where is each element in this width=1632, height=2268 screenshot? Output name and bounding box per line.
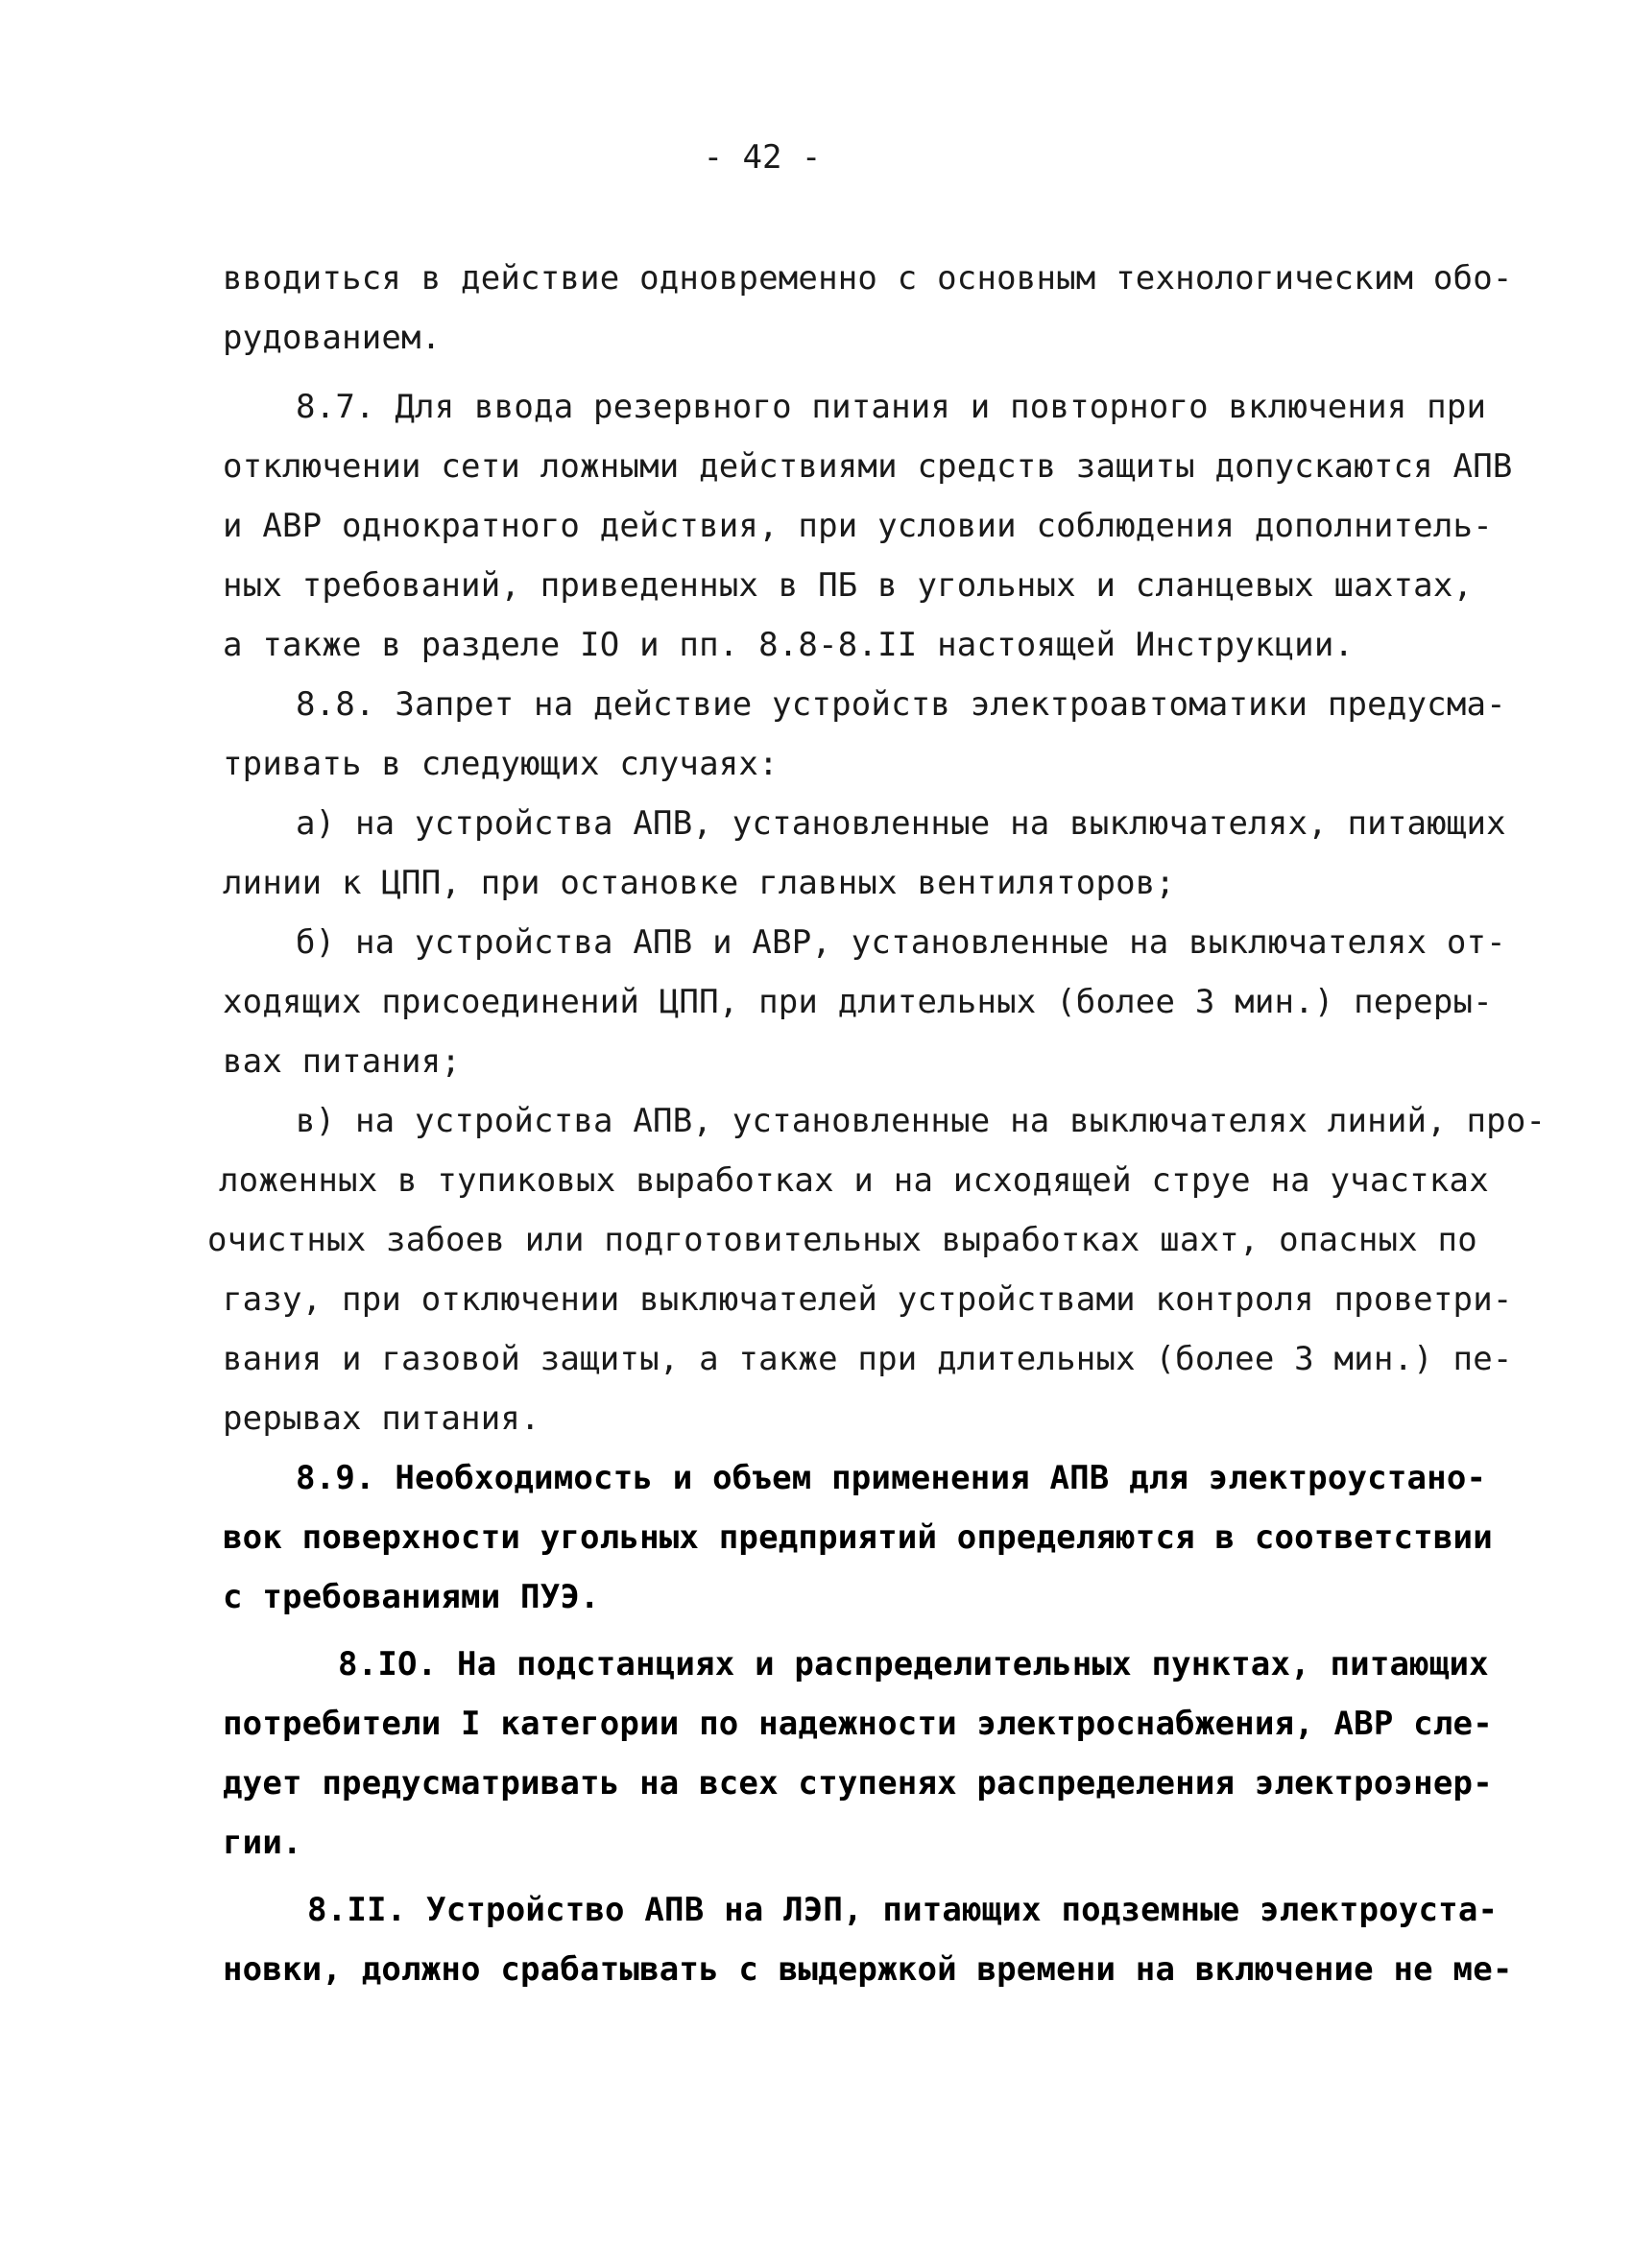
text-line: вания и газовой защиты, а также при длительных (более 3 мин.) пе- xyxy=(223,1340,1513,1378)
text-line: рерывах питания. xyxy=(223,1399,540,1438)
item-b-start: б) на устройства АПВ и АВР, установленные на выключателях от- xyxy=(296,923,1506,962)
text-line: и АВР однократного действия, при условии соблюдения дополнитель- xyxy=(223,507,1493,545)
text-line: дует предусматривать на всех ступенях распределения электроэнер- xyxy=(223,1764,1493,1802)
text-line: ложенных в тупиковых выработках и на исходящей струе на участках xyxy=(219,1161,1489,1200)
text-line: вводиться в действие одновременно с основным технологическим обо- xyxy=(223,259,1513,298)
text-line: очистных забоев или подготовительных выработках шахт, опасных по xyxy=(207,1221,1477,1259)
text-line: ходящих присоединений ЦПП, при длительных (более 3 мин.) переры- xyxy=(223,983,1493,1021)
text-line: гии. xyxy=(223,1824,302,1862)
paragraph-8-11-start: 8.II. Устройство АПВ на ЛЭП, питающих подземные электроуста- xyxy=(307,1891,1499,1929)
text-line: потребители I категории по надежности электроснабжения, АВР сле- xyxy=(223,1705,1493,1743)
text-line: новки, должно срабатывать с выдержкой времени на включение не ме- xyxy=(223,1950,1513,1989)
text-line: рудованием. xyxy=(223,319,442,357)
text-line: линии к ЦПП, при остановке главных вентиляторов; xyxy=(223,864,1176,902)
text-line: вах питания; xyxy=(223,1042,462,1081)
text-line: отключении сети ложными действиями средств защиты допускаются АПВ xyxy=(223,447,1513,486)
item-v-start: в) на устройства АПВ, установленные на выключателях линий, про- xyxy=(296,1102,1547,1140)
text-line: тривать в следующих случаях: xyxy=(223,745,779,783)
paragraph-8-7-start: 8.7. Для ввода резервного питания и повторного включения при xyxy=(296,388,1487,426)
paragraph-8-10-start: 8.IO. На подстанциях и распределительных пунктах, питающих xyxy=(338,1645,1489,1683)
text-line: газу, при отключении выключателей устройствами контроля проветри- xyxy=(223,1280,1513,1319)
paragraph-8-9-start: 8.9. Необходимость и объем применения АПВ для электроустано- xyxy=(296,1459,1487,1497)
text-line: вок поверхности угольных предприятий определяются в соответствии xyxy=(223,1518,1493,1557)
page-number: - 42 - xyxy=(703,138,822,177)
text-line: с требованиями ПУЭ. xyxy=(223,1578,600,1616)
paragraph-8-8-start: 8.8. Запрет на действие устройств электроавтоматики предусма- xyxy=(296,685,1506,724)
item-a-start: а) на устройства АПВ, установленные на выключателях, питающих xyxy=(296,804,1506,843)
text-line: ных требований, приведенных в ПБ в угольных и сланцевых шахтах, xyxy=(223,566,1474,605)
text-line: а также в разделе IO и пп. 8.8-8.II настоящей Инструкции. xyxy=(223,626,1355,664)
